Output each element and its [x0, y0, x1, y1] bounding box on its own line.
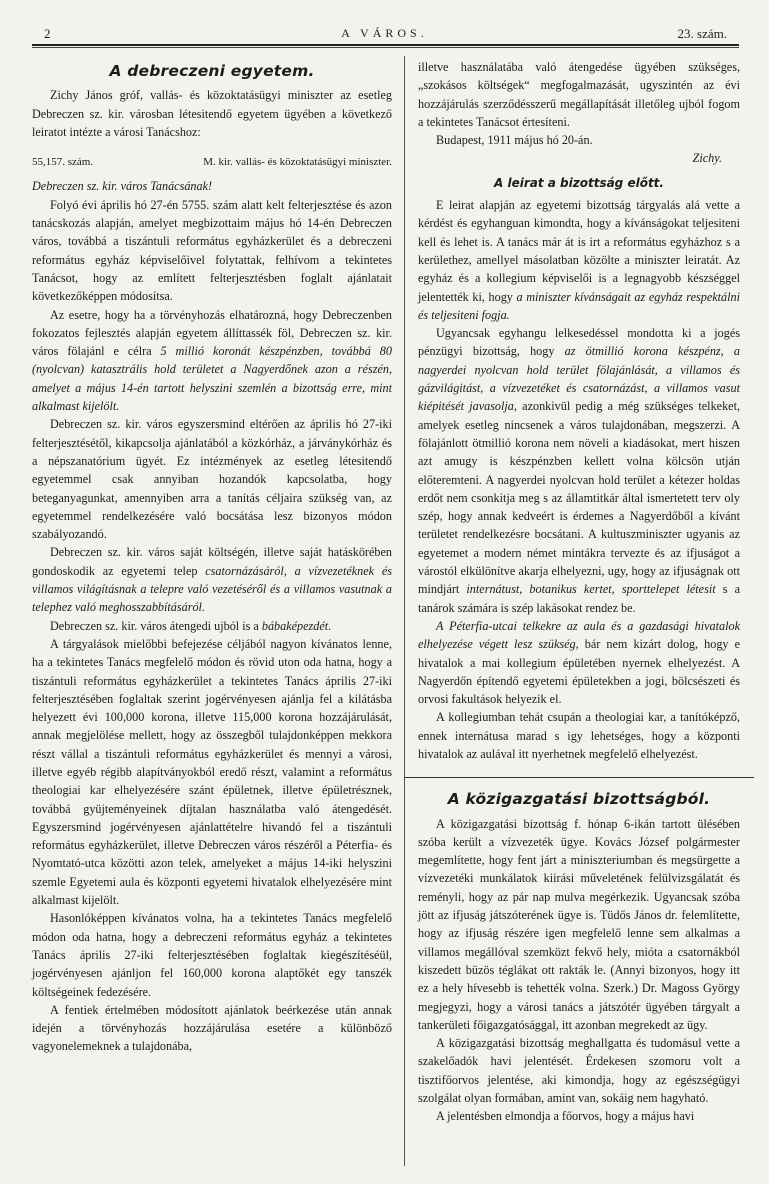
right-column — [418, 58, 740, 1126]
text: bár nem kizárt dolog, hogy e hivatalok a mai kollegium épületében nyernek elhelyezést. A Nagyerdőn építendő egyetemi épületekben a jogi, bölcsészeti és orvosi fakultások helyezik el. — [418, 637, 741, 707]
text: s a tanárok számára is szép lakásokat rendez be. — [418, 582, 741, 615]
paragraph: A jelentésben elmondja a főorvos, hogy a május havi — [436, 1109, 695, 1124]
paragraph: A kollegiumban tehát csupán a theologiai kar, a tanítóképző, ennek internátusa marad s igy lehetséges, hogy a központi hivatalok az aulával itt nyerhetnek megfelelő elhelyezést. — [418, 710, 740, 761]
salutation: Debreczen sz. kir. város Tanácsának! — [32, 179, 213, 194]
section-subtitle: A leirat a bizottság előtt. — [494, 175, 664, 190]
paragraph: A tárgyalások mielőbbi befejezése céljából nagyon kívánatos lenne, ha a tekintetes Tanács megfelelő módon és rövid uton oda hatna, hogy a tiszántuli református egyházkerület a tekintetes Tanács április 27-iki felterjesztésében foglaltak szerint jogérvényesen ajánlja fel a kilátásba helyezett évi 100,000 korona, illetve 115,000 korona hozzájárulását, annak megjelölése mellett, hogy az összegből tulajdonképpen mekkora részt vállal a tiszántuli református egyházkerület és mennyi a városi, illetve egyéb régibb alapítványokból eredő részt, valamint a református theologiai kar elhelyezésére szánt épületnek, illetve épületrésznek, továbbá gyüjteményeinek díjtalan használatba való átengedését. Egyszersmind jogérvényesen ajánlattételre hivandó fel a tiszántuli református egyházkerület, illetve Debreczen város részéről a Péterfia- és Nyomtató-utca közötti azon telek, amelyeket a május 14-iki helyszini szemle Egyetemi aula és központi egyetemi hivatalok elhelyezésére mint alkalmast kijelölt. — [32, 636, 392, 908]
signature: Zichy. — [692, 151, 722, 166]
left-column — [32, 58, 392, 1056]
italic-text: internátust, botanikus kertet, sporttelepet létesit — [466, 582, 716, 597]
column-divider — [404, 56, 405, 1166]
reference-line — [32, 153, 392, 171]
italic-text: bábaképezdét. — [261, 618, 332, 633]
reference-ministry: M. kir. vallás- és közoktatásügyi miniszter. — [203, 156, 392, 169]
italic-text: csatornázásáról, a vízvezetéknek és villamos világításnak a telepre való vezetéséről és a villamos vasutnak a telephez való meghosszabbításáról. — [32, 563, 392, 615]
header-rule — [32, 44, 739, 46]
italic-text: A Péterfia-utcai telkekre az aula és a gazdasági hivatalok elhelyezése végett lesz szükség, — [418, 618, 740, 652]
issue-number: 23. szám. — [677, 26, 727, 41]
paragraph: Hasonlóképpen kívánatos volna, ha a tekintetes Tanács megfelelő módon oda hatna, hogy a debreczeni református egyház a tekintetes Tanács április 27-iki felterjesztésében foglaltak kiegészítéséül, jogérvényesen ajánljon fel 160,000 korona alaptőkét egy tanszék költségeinek fedezésére. — [32, 911, 392, 999]
italic-text: a miniszter kívánságait az egyház respektálni és teljesiteni fogja. — [418, 289, 740, 322]
text: azonkivül pedig a még szükséges telkeket, amelyek esetleg nincsenek a város tulajdonában, megszerzi. A fölajánlott ötmillió korona nem növeli a kiadásokat, mert hiszen azt amugy is készpénzben kellett volna kölcsön utján előteremteni. A nagyerdei nyolcvan hold terület a kétezer holdas erdőt nem csonkitja meg s az államtitkár által ismertetett terv oly szép, hogy annak kedveért is érdemes a Nagyerdőből a kívánt területet rendelkezésre bocsátani. A kultuszminiszter ugyanis az egyetemet a modern német mintákra tervezte és az ifjuságot a várostól elkülönítve akarja elhelyezni, ugy, hogy az ifjuságnak ott mindjárt — [418, 399, 741, 597]
paragraph — [32, 617, 392, 635]
paragraph — [418, 324, 740, 617]
page-header — [30, 26, 739, 44]
text: Debreczen sz. kir. város átengedi ujból is a — [50, 618, 259, 633]
page-number: 2 — [44, 26, 51, 41]
text: Ugyancsak egyhangu lelkesedéssel mondotta ki a jogés pénzügyi bizottság, hogy — [418, 326, 740, 359]
paragraph — [32, 543, 392, 616]
section-divider — [404, 777, 754, 778]
paragraph: A közigazgatási bizottság meghallgatta és tudomásul vette a szakelőadók havi jelentését. Érdekesen szomoru volt a tisztifőorvos jelentése, aki kimondja, hogy az egészségügyi szolgálat olyan formában, amint van, sokáig nem hagyható. — [418, 1036, 740, 1106]
text: Az esetre, hogy ha a törvényhozás elhatározná, hogy Debreczenben fokozatos fejlesztés alapján egyetem állíttassék föl, Debreczen sz. kir. város fölajánl e célra — [32, 307, 392, 359]
paragraph — [32, 306, 392, 416]
intro-paragraph: Zichy János gróf, vallás- és közoktatásügyi miniszter az esetleg Debreczen sz. kir. városban létesitendő egyetem ügyében a következő leiratot intézte a városi Tanácshoz: — [32, 88, 392, 139]
reference-number: 55,157. szám. — [32, 156, 94, 169]
paragraph: illetve használatába való átengedése ügyében szükséges, „szokásos költségek“ megfogalmazását, ugyszintén az évi hozzájárulás szerződésszerű megállapítását illetőleg ujból fogom a tekintetes Tanácsot értesíteni. — [418, 60, 740, 129]
header-rule-thin — [32, 47, 739, 48]
text: E leirat alapján az egyetemi bizottság tárgyalás alá vette a kérdést és egyhanguan kimondta, hogy a kívánságokat teljesiteni kell és lehet is. A tanács már át is irt a református egyházhoz s a kerülethez, amellyel másolatban közölte a miniszter leiratát. Az egyház és a kollegium képviselői is a legnagyobb készséggel jelentették ki, hogy — [418, 198, 740, 304]
date-line: Budapest, 1911 május hó 20-án. — [436, 133, 593, 148]
paragraph — [418, 617, 740, 708]
paragraph: A fentiek értelmében módosított ajánlatok beérkezése után annak idején a törvényhozás hozzájárulása esetére a különböző vagyonelemeknek a tulajdonába, — [32, 1002, 392, 1054]
paragraph: A közigazgatási bizottság f. hónap 6-ikán tartott ülésében szóba került a vízvezeték ügye. Kovács József polgármester megemlítette, hogy fent járt a miniszteriumban és megsürgette a vízvezetéki munkálatok kiirási műveletének felülvizsgálatát és reményli, hogy az pár nap mulva megérkezik. Ugyancsak szóba jött az ifjuság játszóterének ügye is. Tüdős János dr. felemlítette, hogy az ifjuság részére igen megfelelő lenne sem alkalmas a villamos megállóval szemközt fekvő hely, mióta a csatornákból kiszedett büzös téglákat ott rakták le. (Annyi bizonyos, hogy itt ez a hely hívesebb is tehették volna. Szerk.) Dr. Magoss György megjegyzi, hogy a városi tanács a játszótér ügyében tárgyalt a tankerületi főigazgatósággal, itt azonban megrekedt az ügy. — [418, 816, 740, 1032]
article-title: A közigazgatási bizottságból. — [447, 790, 711, 809]
italic-text: az ötmillió korona készpénz, a nagyerdei nyolcvan hold terület fölajánlását, a villamos és gázvilágitást, a vízvezetéket és csatornázást, a villamos vasut kiépitését javasolja, — [418, 344, 740, 414]
article-title: A debreczeni egyetem. — [109, 62, 315, 80]
paragraph: Folyó évi április hó 27-én 5755. szám alatt kelt felterjesztése és azon tanácskozás alapján, amelyet megbizottaim május hó 14-én Debreczen város, továbbá a tiszántuli református egyházkerület és a debreczeni református egyház képviselőivel folytattak, felhívom a tekintetes Tanácsot, hogy az említett felterjesztésben foglalt ajánlatait következőképpen módosítsa. — [32, 197, 392, 304]
paragraph: Debreczen sz. kir. város egyszersmind eltérően az április hó 27-iki felterjesztésétől, kikapcsolja ajánlatából a közkórház, a járványkórház és a népszanatórium ügyét. Ez intézmények az esetleg létesitendő egyetemmel csak annyiban hozandók kapcsolatba, hogy beteganyagunkat, amennyiben arra a tanítás céljaira szükség van, az egyetemmel rendelkezésére való bocsátása lesz bizonyos módon szabályozandó. — [32, 417, 392, 542]
italic-text: 5 millió koronát készpénzben, továbbá 80 (nyolcvan) katasztrális hold területet a Nagyerdőnek azon a részén, amelyet a május 14-én tartott helyszini szemlén a bizottság erre, mint alkalmast kijelölt. — [32, 344, 392, 414]
text: Debreczen sz. kir. város saját költségén, illetve saját hatáskörében gondoskodik az egyetemi telep — [32, 545, 392, 578]
masthead: A VÁROS. — [341, 26, 428, 40]
paragraph — [418, 196, 740, 324]
